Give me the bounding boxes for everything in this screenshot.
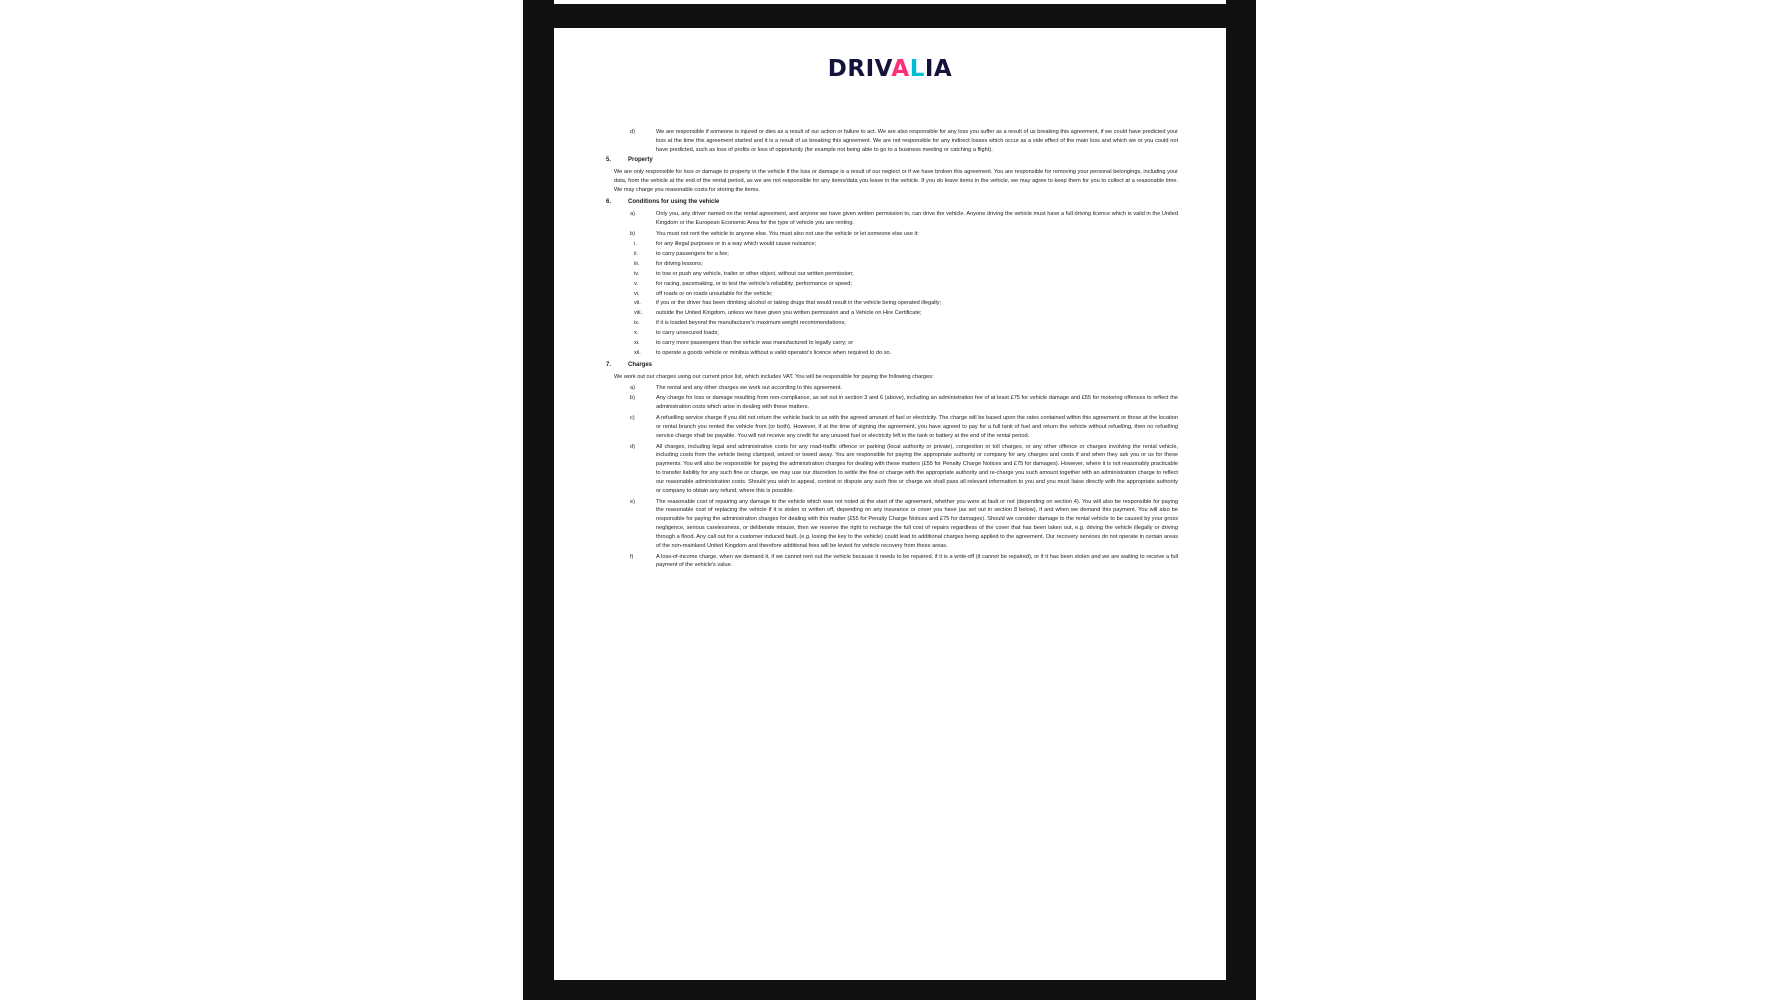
document-body xyxy=(606,128,1178,574)
sub-clause-item xyxy=(634,339,1178,348)
section-heading xyxy=(606,198,1178,207)
clause-text: A loss-of-income charge, when we demand it, if we cannot rent out the vehicle because it needs to be repaired, if it is a write-off (it cannot be repaired), or if it has been stolen and we are waiting to receive a full payment of the vehicle's value. xyxy=(656,553,1178,569)
section-5 xyxy=(606,156,1178,194)
clause-item xyxy=(630,394,1178,412)
section-intro: We work out our charges using our current price list, which includes VAT. You will be responsible for paying the following charges: xyxy=(614,373,934,380)
section-heading xyxy=(606,361,1178,370)
sub-clause-marker: i. xyxy=(634,241,637,248)
clause-text: All charges, including legal and administrative costs for any road-traffic offence or parking (local authority or private), congestion or toll charges, or any other offence or charges involving the rental vehicle, including costs from the vehicle being clamped, seized or towed away. You are responsible for paying the appropriate authority or company for any charges and costs if and when they ask you or us for these payments. You will also be responsible for paying the administration charges for dealing with these matters (£55 for Penalty Charge Notices and £75 for damages). However, where it is not reasonably practicable to transfer liability for any such fine or charge, we may use our discretion to settle the fine or charge with the appropriate authority and re-charge you such amount together with an administration charge to reflect our reasonable administration costs. Should you wish to appeal, contest or dispute any such fine or charge we shall pass all relevant information to you and you must liaise directly with the appropriate authority or company to obtain any refund, where this is possible. xyxy=(656,443,1178,494)
clause-item xyxy=(630,384,1178,393)
clause-marker: a) xyxy=(630,384,635,391)
sub-clause-item xyxy=(634,299,1178,308)
sub-clause-marker: vii. xyxy=(634,300,641,307)
sub-clause-text: to carry more passengers than the vehicle was manufactured to legally carry; or xyxy=(656,339,854,346)
clause-marker: d) xyxy=(630,129,635,135)
logo-text-part1: DRIV xyxy=(827,56,892,82)
clause-text: The reasonable cost of repairing any damage to the vehicle which was not noted at the start of the agreement, whether you were at fault or not (depending on section 4). You will also be responsible for paying the reasonable cost of replacing the vehicle if it is stolen or written off, depending on any insurance or cover you have (as set out in section 8 below), if and when we demand this payment. You will also be responsible for paying the administration charges for dealing with this matter (£55 for Penalty Charge Notices and £75 for damages). Should we consider damage to the rental vehicle to be caused by your gross negligence, serious carelessness, or deliberate misuse, then we reserve the right to recharge the full cost of repairs regardless of the cover that has been taken out, e.g. driving the vehicle illegally or driving through a flood. Any call out for a customer induced fault, (e.g. losing the key to the vehicle) could lead to additional charges being applied to the agreement. Our recovery services do not operate in certain areas of the non-mainland United Kingdom and therefore additional fees will be levied for vehicle recovery from these areas. xyxy=(656,498,1178,549)
sub-clause-text: to carry passengers for a fee; xyxy=(656,251,729,258)
section-intro: We are only responsible for loss or damage to property in the vehicle if the loss or damage is a result of our neglect or if we have broken this agreement. You are responsible for removing your personal belongings, including your data, from the vehicle at the end of the rental period, as we are not responsible for any items/data you leave in the vehicle. If you do leave items in the vehicle, we may agree to keep them for you to collect at a reasonable time. We may charge you reasonable costs for storing the items. xyxy=(614,168,1178,193)
sub-clause-marker: iv. xyxy=(634,270,640,277)
clause-text: Any charge for loss or damage resulting from non-compliance, as set out in section 3 and 6 (above), including an administration fee of at least £75 for vehicle damage and £55 for motoring offences to reflect the administration costs which arise in dealing with these matters. xyxy=(656,395,1178,411)
sub-clause-marker: ii. xyxy=(634,251,639,258)
sub-clause-marker: xii. xyxy=(634,349,641,356)
sub-clause-item xyxy=(634,240,1178,249)
sub-clause-text: for any illegal purposes or in a way which would cause nuisance; xyxy=(656,241,817,248)
sub-clause-item xyxy=(634,260,1178,269)
previous-page-sliver xyxy=(554,0,1226,4)
clause-marker: b) xyxy=(630,395,635,402)
drivalia-logo xyxy=(554,56,1226,82)
sub-clause-text: for driving lessons; xyxy=(656,261,703,268)
sub-clause-text: if it is loaded beyond the manufacturer's maximum weight recommendations; xyxy=(656,320,846,327)
sub-clause-marker: xi. xyxy=(634,339,640,346)
sub-clause-text: outside the United Kingdom, unless we have given you written permission and a Vehicle on Hire Certificate; xyxy=(656,310,922,317)
clause-item xyxy=(630,553,1178,571)
sub-clause-item xyxy=(634,329,1178,338)
sub-clause-text: off roads or on roads unsuitable for the vehicle; xyxy=(656,290,773,297)
sub-clause-item xyxy=(634,309,1178,318)
clause-marker: c) xyxy=(630,415,635,422)
clause-marker: e) xyxy=(630,498,635,505)
sub-clause-item xyxy=(634,270,1178,279)
section-number: 5. xyxy=(606,157,612,164)
sub-clause-text: to tow or push any vehicle, trailer or other object, without our written permission; xyxy=(656,270,854,277)
sub-clause-text: for racing, pacemaking, or to test the vehicle's reliability, performance or speed; xyxy=(656,280,852,287)
sub-clause-text: to carry unsecured loads; xyxy=(656,329,719,336)
sub-clause-item xyxy=(634,349,1178,358)
section-title: Conditions for using the vehicle xyxy=(628,199,720,206)
section-7 xyxy=(606,361,1178,570)
clause-text: A refuelling service charge if you did not return the vehicle back to us with the agreed amount of fuel or electricity. The charge will be based upon the rates contained within this agreement or those at the location or rental branch you rented the vehicle from (or both). However, if at the time of signing the agreement, you have agreed to pay for a full tank of fuel and return the vehicle without refuelling, then no refuelling service charge shall be payable. You will not receive any credit for any unused fuel or electricity left in the tank or battery at the end of the rental period. xyxy=(656,415,1178,439)
clause-marker: b) xyxy=(630,230,635,237)
sub-clause-item xyxy=(634,319,1178,328)
sub-clause-marker: viii. xyxy=(634,310,643,317)
sub-clause-marker: x. xyxy=(634,329,639,336)
clause-item xyxy=(630,230,1178,239)
clause-text: Only you, any driver named on the rental agreement, and anyone we have given written permission to, can drive the vehicle. Anyone driving the vehicle must have a full driving licence which is valid in the United Kingdom or the European Economic Area for the type of vehicle you are renting. xyxy=(656,210,1178,226)
sub-clause-item xyxy=(634,250,1178,259)
clause-marker: a) xyxy=(630,210,635,217)
logo-text-part2: IA xyxy=(924,56,953,82)
clause-item xyxy=(630,414,1178,440)
section-title: Charges xyxy=(628,362,653,369)
clause-item xyxy=(630,128,1178,154)
sub-clause-item xyxy=(634,280,1178,289)
sub-clause-marker: vi. xyxy=(634,290,640,297)
sub-clause-text: if you or the driver has been drinking alcohol or taking drugs that would result in the vehicle being operated illegally; xyxy=(656,300,942,307)
section-number: 7. xyxy=(606,362,612,369)
sub-clause-marker: v. xyxy=(634,280,638,287)
logo-text-accent-a: A xyxy=(891,56,910,82)
clause-item xyxy=(630,210,1178,228)
clause-text: The rental and any other charges we work out according to this agreement. xyxy=(656,384,842,391)
sub-clause-item xyxy=(634,290,1178,299)
clause-marker: f) xyxy=(630,553,634,560)
logo-text-accent-l: L xyxy=(909,56,925,82)
sub-clause-marker: ix. xyxy=(634,320,640,327)
section-number: 6. xyxy=(606,199,612,206)
sub-clause-text: to operate a goods vehicle or minibus without a valid operator's licence when required to do so. xyxy=(656,349,892,356)
section-title: Property xyxy=(628,157,653,164)
sub-clause-marker: iii. xyxy=(634,261,640,268)
clause-text: We are responsible if someone is injured or dies as a result of our action or failure to act. We are also responsible for any loss you suffer as a result of us breaking this agreement, if we could have predicted your loss at the time this agreement started and it is a result of us breaking this agreement. We are not responsible for any indirect losses which occur as a side effect of the main loss and which we or you could not have predicted, such as loss of profits or loss of opportunity (for example not being able to go to a business meeting or catching a flight). xyxy=(656,129,1178,153)
clause-marker: d) xyxy=(630,443,635,450)
clause-text: You must not rent the vehicle to anyone else. You must also not use the vehicle or let someone else use it: xyxy=(656,230,919,237)
section-6 xyxy=(606,198,1178,357)
clause-item xyxy=(630,443,1178,496)
document-page[interactable] xyxy=(554,28,1226,980)
clause-item xyxy=(630,498,1178,551)
section-heading xyxy=(606,156,1178,165)
